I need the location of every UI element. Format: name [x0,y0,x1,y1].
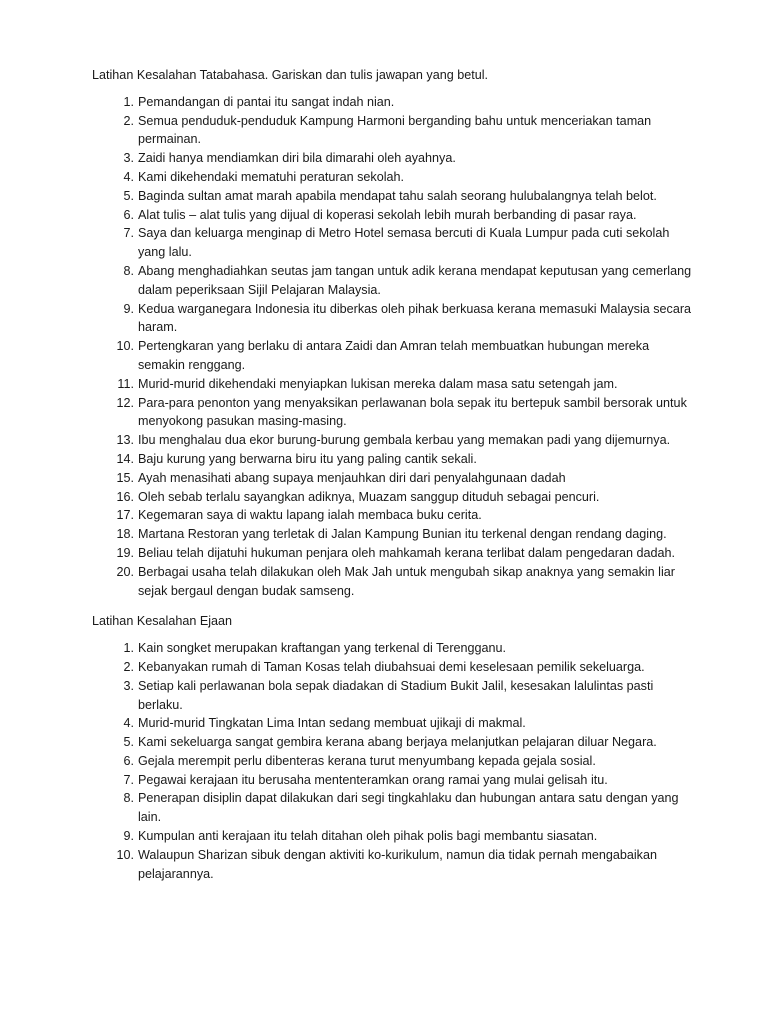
list-item [92,224,698,262]
item-number: 1. [123,641,134,656]
item-number: 18. [116,527,134,542]
list-item [92,300,698,338]
item-text: Penerapan disiplin dapat dilakukan dari segi tingkahlaku dan hubungan antara satu dengan yang lain. [138,791,679,825]
item-text: Baju kurung yang berwarna biru itu yang paling cantik sekali. [138,451,477,466]
list-item [92,375,698,394]
item-text: Martana Restoran yang terletak di Jalan Kampung Bunian itu terkenal dengan rendang daging. [138,527,667,542]
list-item [92,639,698,658]
item-number: 7. [123,226,134,241]
list-item [92,488,698,507]
item-text: Alat tulis – alat tulis yang dijual di koperasi sekolah lebih murah berbanding di pasar raya. [138,207,637,222]
item-text: Pemandangan di pantai itu sangat indah nian. [138,94,395,109]
item-number: 19. [116,545,134,560]
section-heading-tatabahasa: Latihan Kesalahan Tatabahasa. Gariskan dan tulis jawapan yang betul. [92,68,489,82]
item-text: Oleh sebab terlalu sayangkan adiknya, Muazam sanggup dituduh sebagai pencuri. [138,489,600,504]
list-item [92,112,698,150]
item-text: Baginda sultan amat marah apabila mendapat tahu salah seorang hulubalangnya telah belot. [138,188,657,203]
list-item [92,752,698,771]
item-text: Kegemaran saya di waktu lapang ialah membaca buku cerita. [138,508,482,523]
list-item [92,789,698,827]
item-number: 6. [123,207,134,222]
item-text: Saya dan keluarga menginap di Metro Hotel semasa bercuti di Kuala Lumpur pada cuti sekolah yang lalu. [138,226,670,260]
item-number: 10. [116,339,134,354]
item-text: Kain songket merupakan kraftangan yang terkenal di Terengganu. [138,641,507,656]
list-item [92,733,698,752]
item-number: 12. [116,395,134,410]
item-text: Berbagai usaha telah dilakukan oleh Mak Jah untuk mengubah sikap anaknya yang semakin liar sejak bergaul dengan budak samseng. [138,564,675,598]
list-item [92,827,698,846]
item-text: Beliau telah dijatuhi hukuman penjara oleh mahkamah kerana terlibat dalam pengedaran dadah. [138,545,675,560]
item-text: Zaidi hanya mendiamkan diri bila dimarahi oleh ayahnya. [138,151,456,166]
item-number: 17. [116,508,134,523]
item-text: Para-para penonton yang menyaksikan perlawanan bola sepak itu bertepuk sambil bersorak untuk menyokong pasukan masing-masing. [138,395,687,429]
item-text: Kami dikehendaki mematuhi peraturan sekolah. [138,169,405,184]
list-item [92,525,698,544]
item-number: 8. [123,791,134,806]
item-number: 3. [123,678,134,693]
item-number: 14. [116,451,134,466]
item-text: Pertengkaran yang berlaku di antara Zaidi dan Amran telah membuatkan hubungan mereka semakin renggang. [138,339,650,372]
list-item [92,714,698,733]
item-number: 8. [123,263,134,278]
item-text: Kedua warganegara Indonesia itu diberkas oleh pihak berkuasa kerana memasuki Malaysia secara haram. [138,301,692,335]
list-item [92,469,698,488]
item-number: 6. [123,753,134,768]
item-text: Kebanyakan rumah di Taman Kosas telah diubahsuai demi keselesaan pemilik sekeluarga. [138,659,645,674]
list-item [92,846,698,884]
item-text: Kumpulan anti kerajaan itu telah ditahan oleh pihak polis bagi membantu siasatan. [138,829,598,844]
item-number: 4. [123,716,134,731]
list-item [92,563,698,601]
item-number: 13. [116,433,134,448]
list-item [92,93,698,112]
item-number: 5. [123,188,134,203]
item-text: Walaupun Sharizan sibuk dengan aktiviti ko-kurikulum, namun dia tidak pernah mengabaikan pelajarannya. [138,847,657,881]
list-item [92,431,698,450]
item-number: 7. [123,772,134,787]
list-item [92,450,698,469]
list-item [92,677,698,715]
item-number: 5. [123,735,134,750]
list-item [92,506,698,525]
section-heading-ejaan: Latihan Kesalahan Ejaan [92,614,233,629]
item-number: 10. [116,847,134,862]
item-number: 4. [123,169,134,184]
item-text: Gejala merempit perlu dibenteras kerana turut menyumbang kepada gejala sosial. [138,753,596,768]
list-item [92,771,698,790]
item-number: 9. [123,301,134,316]
list-item [92,206,698,225]
list-item [92,658,698,677]
item-text: Ayah menasihati abang supaya menjauhkan diri dari penyalahgunaan dadah [138,470,566,485]
item-text: Murid-murid Tingkatan Lima Intan sedang membuat ujikaji di makmal. [138,716,526,731]
item-text: Kami sekeluarga sangat gembira kerana abang berjaya melanjutkan pelajaran diluar Negara. [138,735,657,750]
item-text: Pegawai kerajaan itu berusaha mententeramkan orang ramai yang mulai gelisah itu. [138,772,608,787]
item-number: 3. [123,151,134,166]
list-item [92,168,698,187]
list-item [92,544,698,563]
list-item [92,394,698,432]
item-number: 2. [123,113,134,128]
list-item [92,149,698,168]
ejaan-question-list [92,639,708,883]
item-text: Murid-murid dikehendaki menyiapkan lukisan mereka dalam masa satu setengah jam. [138,376,618,391]
list-item [92,262,698,300]
item-text: Semua penduduk-penduduk Kampung Harmoni berganding bahu untuk menceriakan taman permainan. [138,113,652,147]
item-number: 16. [116,489,134,504]
item-text: Ibu menghalau dua ekor burung-burung gembala kerbau yang memakan padi yang dijemurnya. [138,433,671,448]
tatabahasa-question-list [92,93,708,601]
item-number: 2. [123,659,134,674]
list-item [92,187,698,206]
item-number: 1. [123,94,134,109]
list-item [92,337,698,375]
item-text: Abang menghadiahkan seutas jam tangan untuk adik kerana mendapat keputusan yang cemerlang dalam peperiksaan Sijil Pelajaran Malaysia. [138,263,692,297]
item-number: 11. [117,376,134,391]
item-number: 9. [123,829,134,844]
item-text: Setiap kali perlawanan bola sepak diadakan di Stadium Bukit Jalil, kesesakan lalulintas pasti berlaku. [138,678,654,712]
item-number: 15. [116,470,134,485]
item-number: 20. [116,564,134,579]
